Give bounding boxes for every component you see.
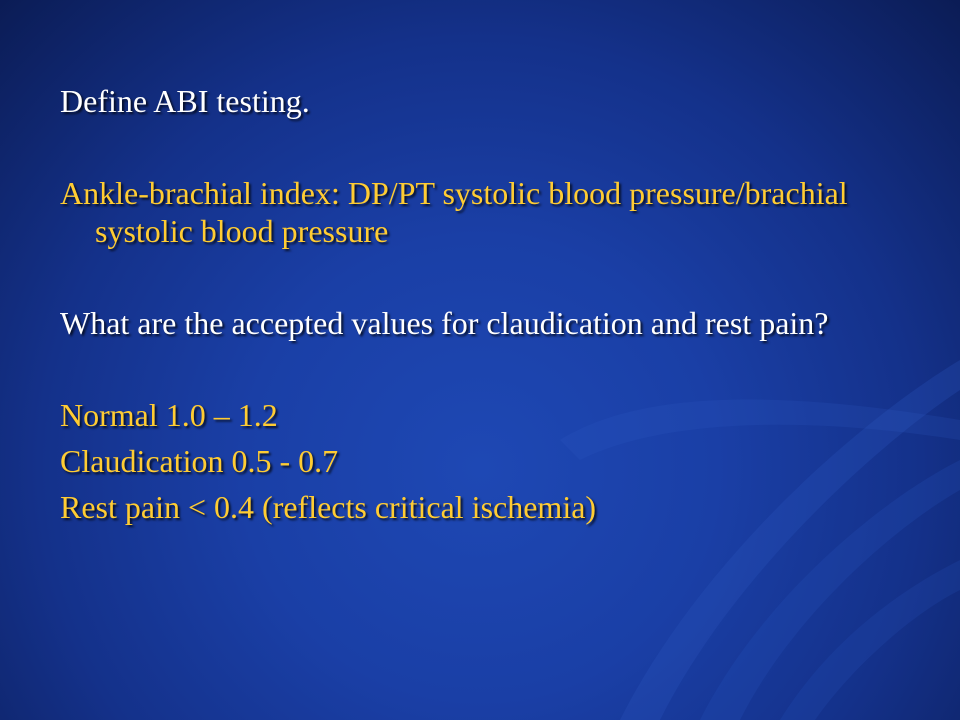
question-1: Define ABI testing. (60, 83, 310, 119)
spacer (60, 250, 920, 304)
answer-1: Ankle-brachial index: DP/PT systolic blood pressure/brachial systolic blood pressure (60, 175, 848, 249)
spacer (60, 120, 920, 174)
slide-content (60, 82, 920, 526)
spacer (60, 480, 920, 488)
spacer (60, 342, 920, 396)
question-2: What are the accepted values for claudication and rest pain? (60, 305, 829, 341)
answer-normal-range: Normal 1.0 – 1.2 (60, 397, 278, 433)
answer-rest-pain-range: Rest pain < 0.4 (reflects critical ischemia) (60, 489, 597, 525)
spacer (60, 434, 920, 442)
answer-claudication-range: Claudication 0.5 - 0.7 (60, 443, 339, 479)
